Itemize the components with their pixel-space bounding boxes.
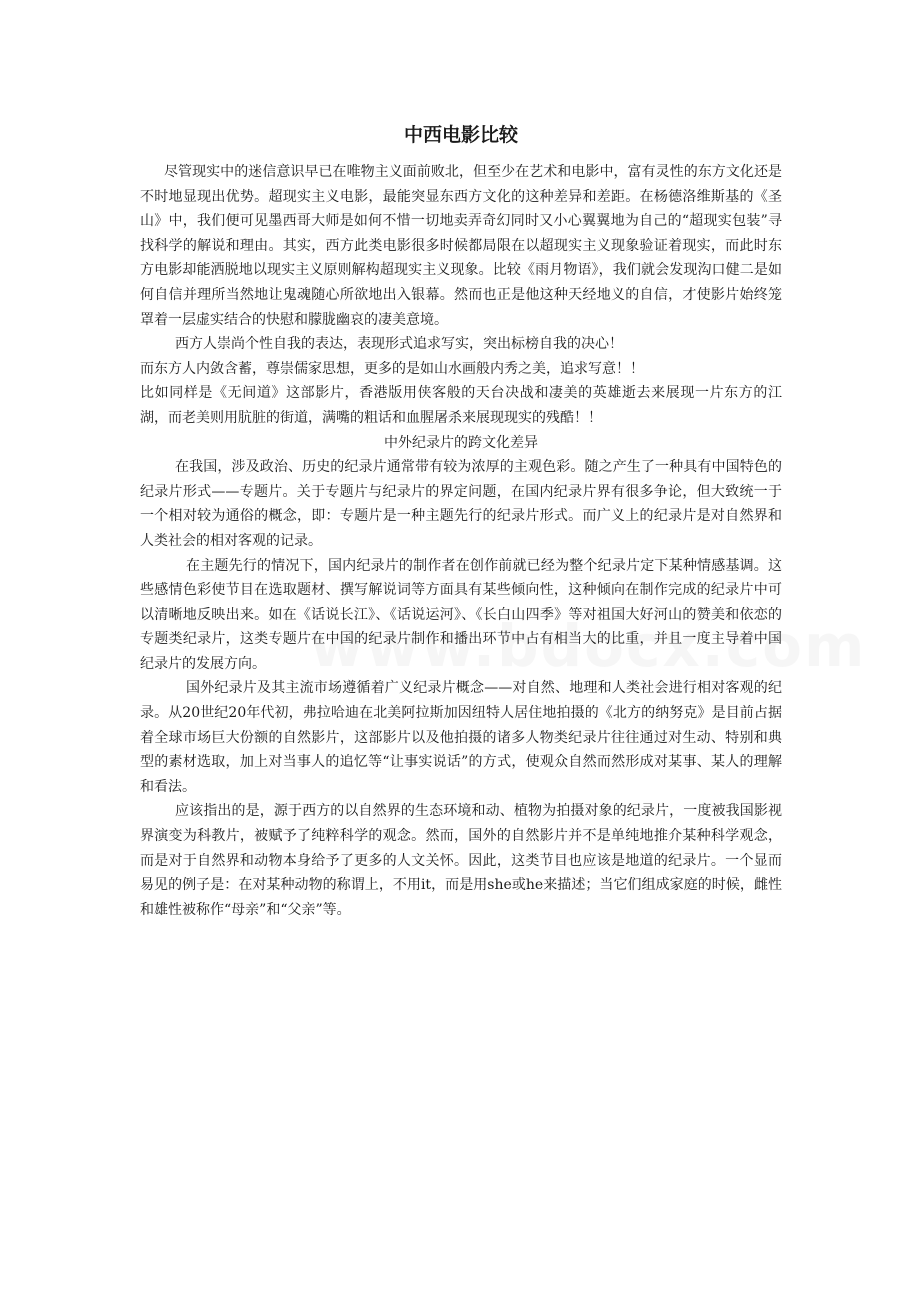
paragraph-infernal-affairs: 比如同样是《无间道》这部影片，香港版用侠客般的天台决战和凄美的英雄逝去来展现一片东方的江湖，而老美则用肮脏的街道，满嘴的粗话和血腥屠杀来展现现实的残酷！！ bbox=[140, 385, 782, 426]
paragraph-domestic-documentary: 在我国，涉及政治、历史的纪录片通常带有较为浓厚的主观色彩。随之产生了一种具有中国特色的纪录片形式——专题片。关于专题片与纪录片的界定问题，在国内纪录片界有很多争论，但大致统一于一个相对较为通俗的概念，即：专题片是一种主题先行的纪录片形式。而广义上的纪录片是对自然界和人类社会的相对客观的记录。 bbox=[140, 459, 782, 549]
paragraph-foreign-documentary: 国外纪录片及其主流市场遵循着广义纪录片概念——对自然、地理和人类社会进行相对客观的纪录。从20世纪20年代初，弗拉哈迪在北美阿拉斯加因纽特人居住地拍摄的《北方的纳努克》是目前占据着全球市场巨大份额的自然影片，这部影片以及他拍摄的诸多人物类纪录片往往通过对生动、特别和典型的素材选取，加上对当事人的追忆等“让事实说话”的方式，使观众自然而然形成对某事、某人的理解和看法。 bbox=[140, 680, 782, 795]
paragraph-eastern-expression: 而东方人内敛含蓄，尊崇儒家思想，更多的是如山水画般内秀之美，追求写意！！ bbox=[140, 360, 644, 377]
paragraph-theme-first: 在主题先行的情况下，国内纪录片的制作者在创作前就已经为整个纪录片定下某种情感基调。这些感情色彩使节目在选取题材、撰写解说词等方面具有某些倾向性，这种倾向在制作完成的纪录片中可以清晰地反映出来。如在《话说长江》、《话说运河》、《长白山四季》等对祖国大好河山的赞美和依恋的专题类纪录片，这类专题片在中国的纪录片制作和播出环节中占有相当大的比重，并且一度主导着中国纪录片的发展方向。 bbox=[140, 557, 782, 672]
document-body bbox=[140, 160, 782, 922]
paragraph-surrealism: 尽管现实中的迷信意识早已在唯物主义面前败北，但至少在艺术和电影中，富有灵性的东方文化还是不时地显现出优势。超现实主义电影，最能突显东西方文化的这种差异和差距。在杨德洛维斯基的《圣山》中，我们便可见墨西哥大师是如何不惜一切地卖弄奇幻同时又小心翼翼地为自己的“超现实包装”寻找科学的解说和理由。其实，西方此类电影很多时候都局限在以超现实主义现象验证着现实，而此时东方电影却能洒脱地以现实主义原则解构超现实主义现象。比较《雨月物语》，我们就会发现沟口健二是如何自信并理所当然地让鬼魂随心所欲地出入银幕。然而也正是他这种天经地义的自信，才使影片始终笼罩着一层虚实结合的快慰和朦胧幽哀的凄美意境。 bbox=[140, 164, 782, 328]
document-title: 中西电影比较 bbox=[403, 124, 518, 146]
paragraph-nature-films: 应该指出的是，源于西方的以自然界的生态环境和动、植物为拍摄对象的纪录片，一度被我国影视界演变为科教片，被赋予了纯粹科学的观念。然而，国外的自然影片并不是单纯地推介某种科学观念，而是对于自然界和动物本身给予了更多的人文关怀。因此，这类节目也应该是地道的纪录片。一个显而易见的例子是：在对某种动物的称谓上，不用it，而是用she或he来描述；当它们组成家庭的时候，雌性和雄性被称作“母亲”和“父亲”等。 bbox=[140, 803, 782, 918]
paragraph-western-expression: 西方人崇尚个性自我的表达，表现形式追求写实，突出标榜自我的决心！ bbox=[175, 336, 623, 353]
section-subtitle: 中外纪录片的跨文化差异 bbox=[384, 434, 538, 451]
